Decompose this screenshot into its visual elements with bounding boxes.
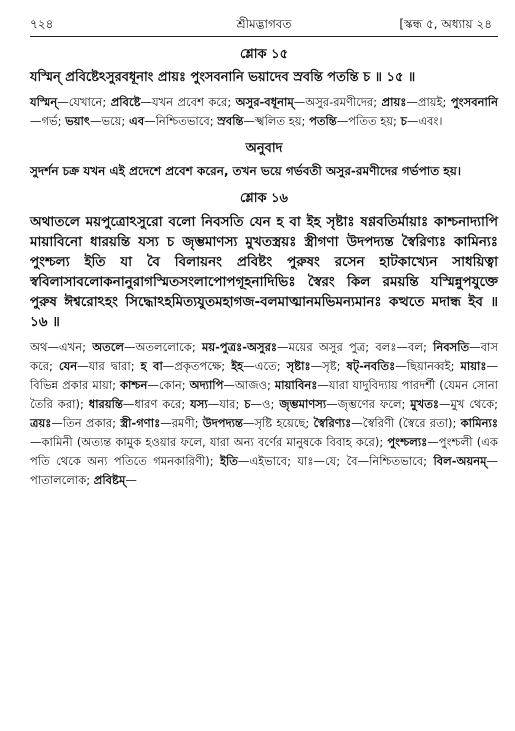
synonym-term: ষট্-নবতিঃ: [346, 359, 396, 373]
synonym-meaning: —তিন প্রকার;: [51, 416, 121, 430]
synonym-term: উদপদ্যন্ত: [202, 416, 243, 430]
synonym-term: কামিন্যঃ: [460, 416, 499, 430]
synonym-term: যস্য: [190, 397, 208, 411]
book-title: শ্রীমদ্ভাগবত: [236, 17, 292, 31]
synonym-meaning: —নিশ্চিতভাবে;: [144, 114, 218, 128]
synonym-term: স্রবন্তি: [217, 114, 244, 128]
synonym-term: যস্মিন্: [30, 95, 58, 109]
synonym-meaning: —অসুর-রমণীদের;: [293, 95, 382, 109]
synonym-meaning: —রমণী;: [160, 416, 203, 430]
synonym-term: ভয়াৎ: [65, 114, 90, 128]
synonym-term: হ বা: [140, 359, 163, 373]
synonym-meaning: —পুংশ্চলী (এক পতি থেকে অন্য পতিতে গমনকারিণী);: [30, 435, 498, 468]
synonym-term: অদ্যাপি: [189, 378, 224, 392]
synonym-meaning: —বাস করে;: [30, 340, 498, 373]
verse-15-synonyms: [30, 93, 498, 131]
synonym-term: স্বৈরিণ্যঃ: [313, 416, 352, 430]
synonym-term: চ: [400, 114, 407, 128]
synonym-meaning: —যার;: [207, 397, 245, 411]
synonym-meaning: —এবং।: [406, 114, 443, 128]
synonym-meaning: —ভয়ে;: [89, 114, 129, 128]
synonym-term: চ: [244, 397, 251, 411]
synonym-meaning: —এতে;: [243, 359, 287, 373]
synonym-meaning: —যারা যাদুবিদ্যায় পারদর্শী (যেমন সোনা তৈরি করা);: [30, 378, 498, 411]
synonym-meaning: —স্বৈরিণী (স্বৈরে রতা);: [351, 416, 461, 430]
verse-15-heading: শ্লোক ১৫: [239, 47, 289, 62]
synonym-meaning: —পতিত হয়;: [336, 114, 401, 128]
synonym-meaning: —গর্ভ;: [30, 114, 66, 128]
synonym-term: প্রবিষ্টে: [110, 95, 141, 109]
synonym-meaning: —কোন;: [147, 378, 190, 392]
section-label: [স্কন্ধ ৫, অধ্যায় ২৪: [399, 17, 492, 31]
verse-15-text: যস্মিন্ প্রবিষ্টেঽসুরবধূনাং প্রায়ঃ পুংসবনানি ভয়াদেব স্রবন্তি পতন্তি চ ॥ ১৫ ॥: [30, 70, 416, 85]
page: [30, 14, 498, 494]
synonym-meaning: —জৃম্ভণের ফলে;: [326, 397, 411, 411]
synonym-term: কাশ্চন: [119, 378, 148, 392]
header-rule: [30, 36, 498, 37]
synonym-meaning: —আজও;: [223, 378, 275, 392]
synonym-meaning: —সৃষ্টি হয়েছে;: [242, 416, 314, 430]
synonym-meaning: —প্রায়ই;: [406, 95, 451, 109]
synonym-meaning: —ছিয়ানব্বই;: [395, 359, 461, 373]
synonym-term: সৃষ্টাঃ: [286, 359, 311, 373]
synonym-term: ময়-পুত্রঃ-অসুরঃ: [201, 340, 278, 354]
synonym-meaning: —: [125, 473, 137, 487]
synonym-term: মায়াবিনঃ: [274, 378, 318, 392]
synonym-meaning: —যখন প্রবেশ করে;: [140, 95, 236, 109]
translation-heading: অনুবাদ: [245, 141, 283, 156]
page-number: ৭২৪: [30, 17, 54, 31]
synonym-meaning: —ও;: [250, 397, 280, 411]
synonym-term: ত্রয়ঃ: [30, 416, 52, 430]
synonym-term: ধারয়ন্তি: [88, 397, 123, 411]
synonym-term: মুখতঃ: [410, 397, 439, 411]
synonym-term: মায়াঃ: [460, 359, 487, 373]
synonym-meaning: —স্খলিত হয়;: [243, 114, 310, 128]
synonym-meaning: —যার দ্বারা;: [77, 359, 141, 373]
verse-16-heading: শ্লোক ১৬: [239, 191, 289, 206]
running-header: [30, 14, 498, 36]
verse-16-text: অথাতলে ময়পুত্রোঽসুরো বলো নিবসতি যেন হ বা ইহ সৃষ্টাঃ ষণ্ণবতির্মায়াঃ কাশ্চনাদ্যাপি মায়াবিনো ধারয়ন্তি যস্য চ জৃম্ভমাণস্য মুখতস্ত্রয়ঃ স্ত্রীগণা উদপদ্যন্ত স্বৈরিণ্যঃ কামিন্যঃ পুংশ্চল্য ইতি যা বৈ বিলায়নং প্রবিষ্টং পুরুষং রসেন হাটকাখ্যেন সাধয়িত্বা স্ববিলাসাবলোকনানুরাগস্মিতসংলাপোপগূহনাদিভিঃ স্বৈরং কিল রময়ন্তি যস্মিন্নুপযুক্তে পুরুষ ঈশ্বরোঽহং সিদ্ধোঽহমিত্যযুতমহাগজ-বলমাত্মানমভিমন্যমানঃ কত্থতে মদান্ধ ইব ॥ ১৬ ॥: [30, 214, 498, 330]
synonym-term: নিবসতি: [433, 340, 470, 354]
synonym-meaning: —ময়ের অসুর পুত্র;: [277, 340, 376, 354]
synonym-term: যেন: [58, 359, 78, 373]
synonym-meaning: যাঃ—যে; বৈ—নিশ্চিতভাবে;: [297, 454, 434, 468]
synonym-meaning: —বিভিন্ন প্রকার মায়া;: [30, 359, 498, 392]
synonym-term: পতন্তি: [309, 114, 337, 128]
synonym-term: স্ত্রী-গণাঃ: [120, 416, 161, 430]
synonym-meaning: বলঃ—বল;: [375, 340, 434, 354]
synonym-term: জৃম্ভমাণস্য: [279, 397, 327, 411]
synonym-term: ইতি: [220, 454, 238, 468]
synonym-meaning: —এইভাবে;: [237, 454, 298, 468]
synonym-meaning: —অতললোকে;: [123, 340, 202, 354]
synonym-meaning: —মুখ থেকে;: [439, 397, 498, 411]
synonym-term: পুংসবনানি: [450, 95, 498, 109]
synonym-meaning: —ধারণ করে;: [122, 397, 191, 411]
synonym-term: এব: [128, 114, 145, 128]
synonym-meaning: —প্রকৃতপক্ষে;: [162, 359, 232, 373]
synonym-meaning: অথ—এখন;: [30, 340, 93, 354]
synonym-term: পুংশ্চল্যঃ: [387, 435, 428, 449]
synonym-term: প্রায়ঃ: [381, 95, 407, 109]
synonym-meaning: —কামিনী (অত্যন্ত কামুক হওয়ার ফলে, যারা অন্য বর্ণের মানুষকে বিবাহ করে);: [30, 435, 388, 449]
synonym-meaning: —যেখানে;: [57, 95, 111, 109]
synonym-term: ইহ: [231, 359, 244, 373]
synonym-term: অতলে: [92, 340, 124, 354]
synonym-term: প্রবিষ্টম্: [93, 473, 126, 487]
synonym-term: অসুর-বধূনাম্: [235, 95, 294, 109]
verse-16-synonyms: [30, 338, 498, 490]
synonym-meaning: —পাতাললোক;: [30, 454, 498, 487]
synonym-meaning: —সৃষ্ট;: [310, 359, 347, 373]
verse-15-translation: সুদর্শন চক্র যখন এই প্রদেশে প্রবেশ করেন, তখন ভয়ে গর্ভবতী অসুর-রমণীদের গর্ভপাত হয়।: [30, 164, 462, 178]
synonym-term: বিল-অয়নম্: [433, 454, 487, 468]
